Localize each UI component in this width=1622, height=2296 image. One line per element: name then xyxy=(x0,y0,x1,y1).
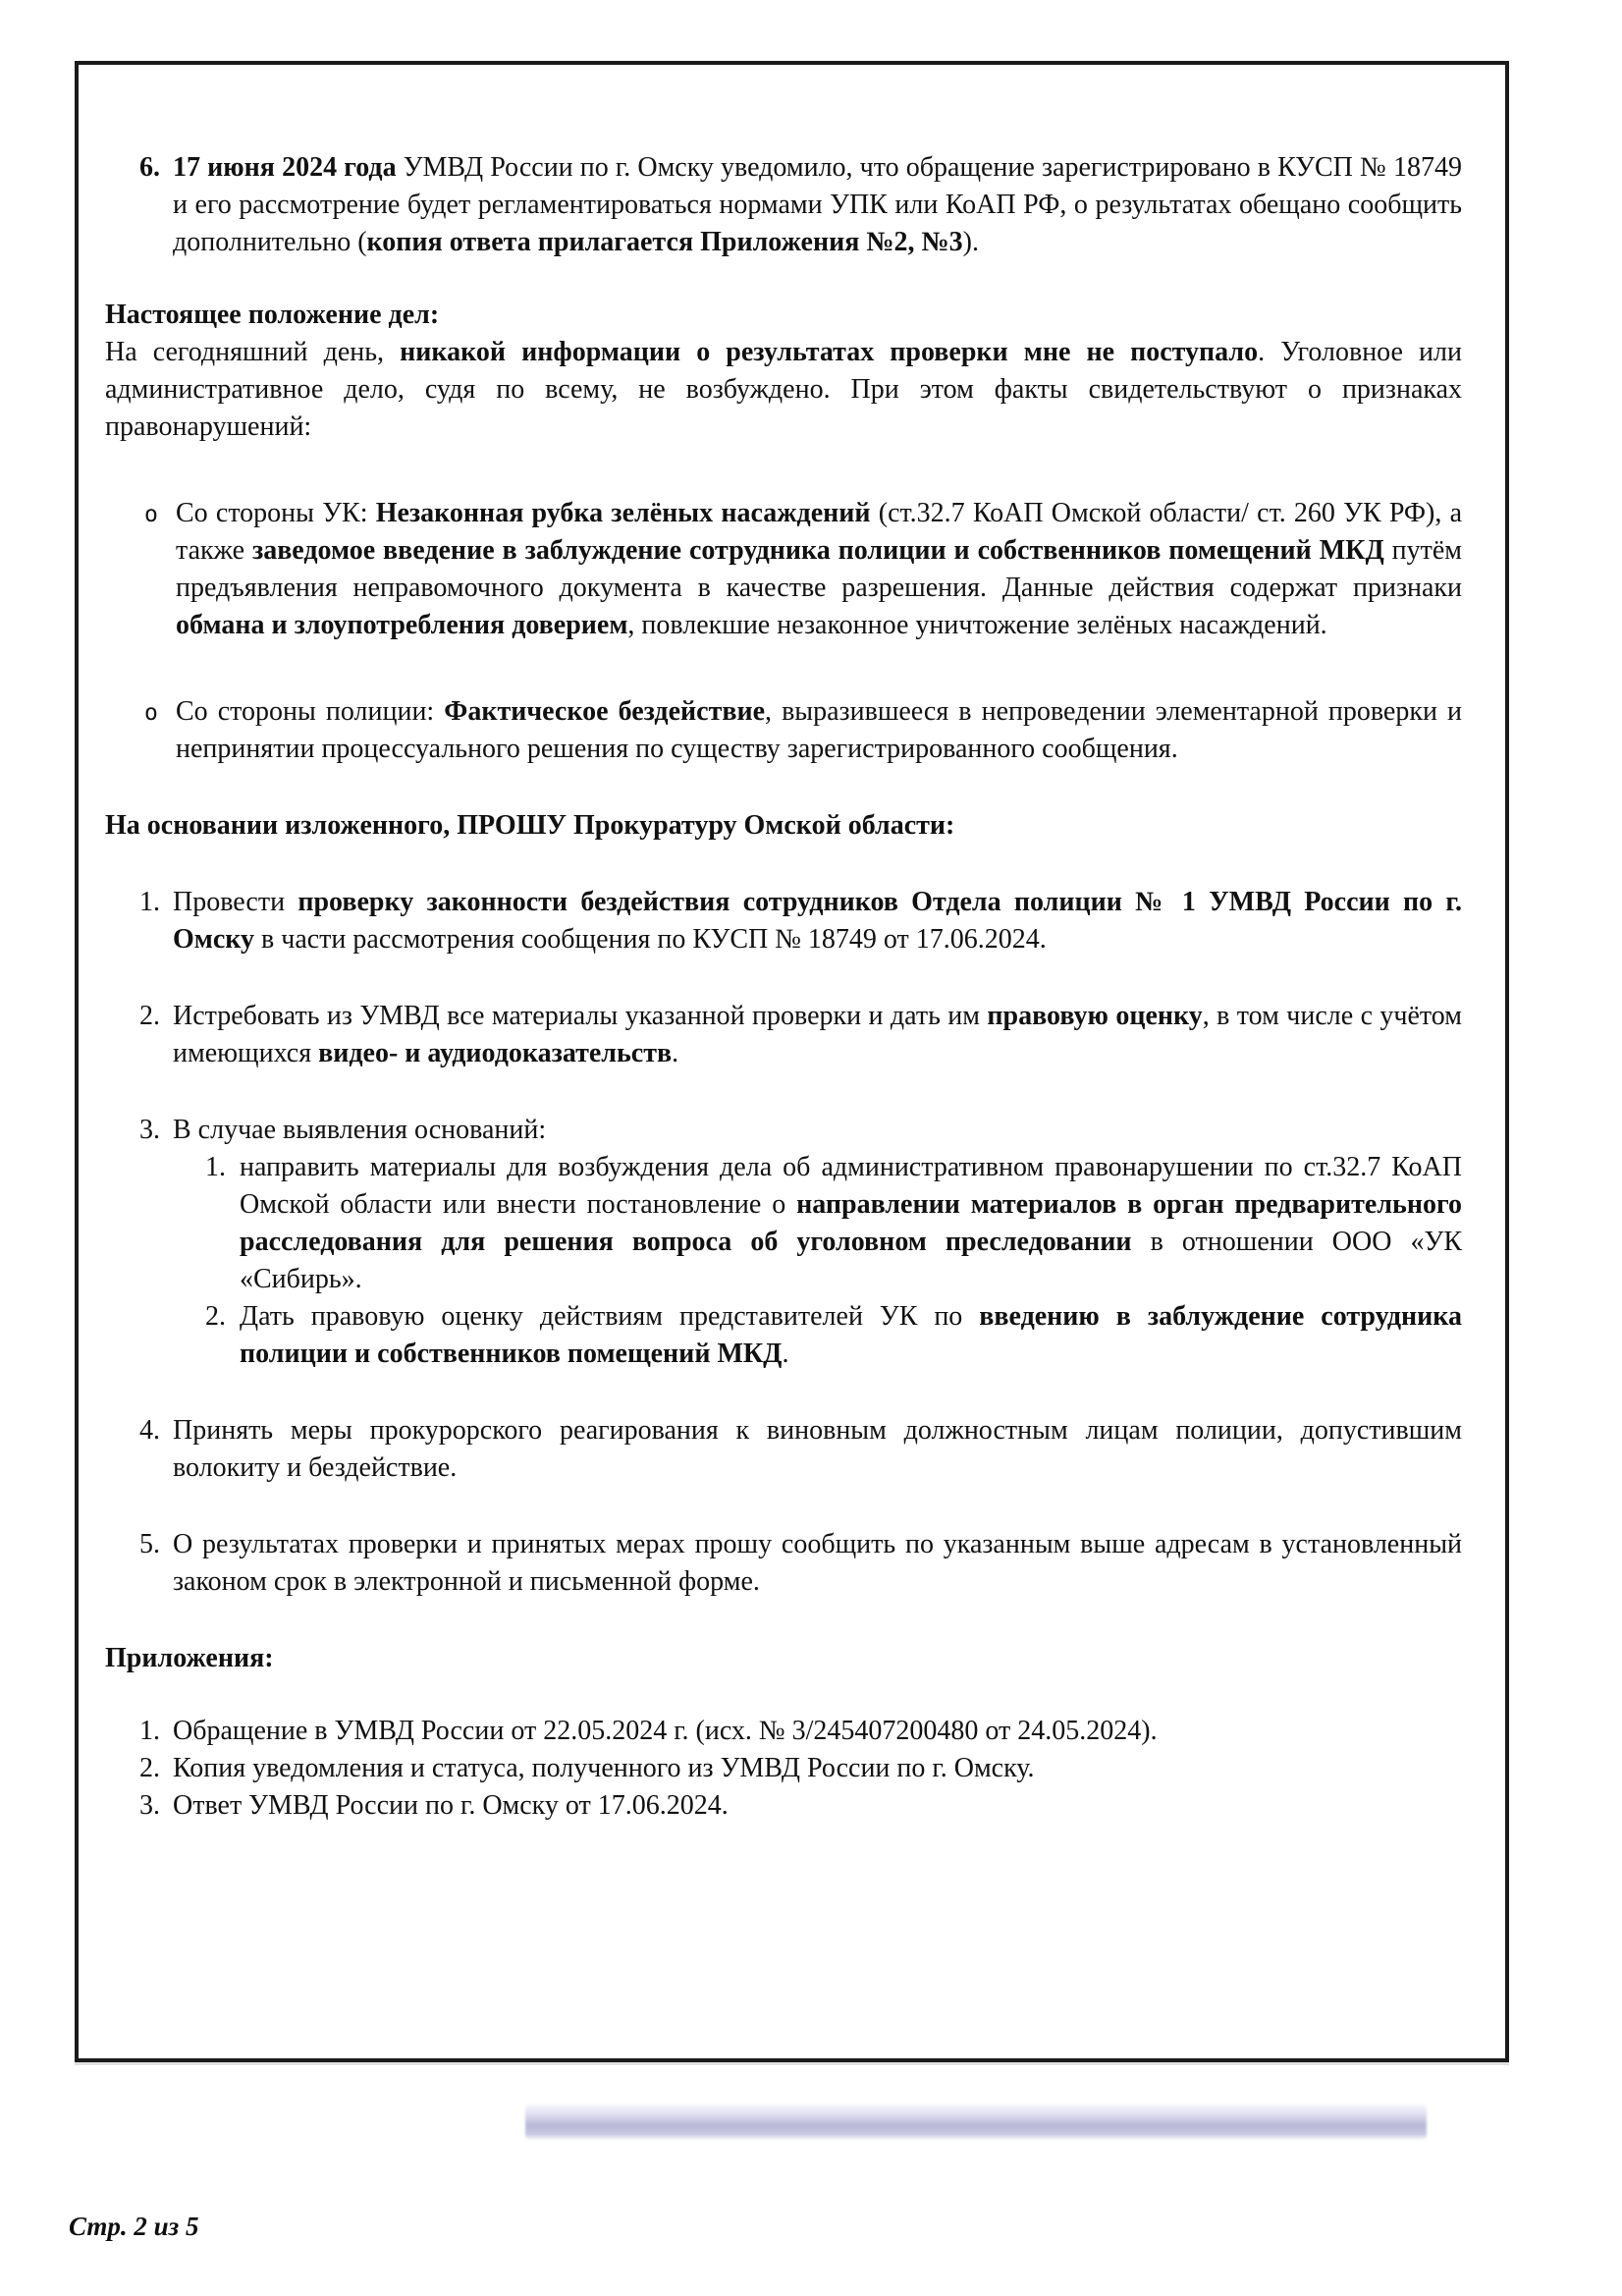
text-segment: Незаконная рубка зелёных насаждений xyxy=(375,498,871,528)
document-content xyxy=(79,65,1505,1825)
page-number-label: Стр. 2 из 5 xyxy=(69,2212,199,2241)
text-segment: В случае выявления оснований: xyxy=(173,1115,547,1145)
list-marker: 1. xyxy=(139,1716,160,1746)
bullet-marker: o xyxy=(144,700,158,726)
section-heading-attachments: Приложения: xyxy=(105,1643,274,1673)
text-segment: копия ответа прилагается Приложения №2, №3 xyxy=(366,227,963,257)
text-segment: О результатах проверки и принятых мерах прошу сообщить по указанным выше адресам в установленный законом срок в электронной и письменной форме. xyxy=(173,1529,1462,1597)
text-segment: (ст.32.7 КоАП Омской области/ ст. 260 УК РФ), а также xyxy=(176,498,1463,566)
request-item-3 xyxy=(105,1112,1462,1149)
bullet-item-uk xyxy=(105,495,1462,644)
document-page xyxy=(75,61,1509,2062)
text-segment: УМВД России по г. Омску уведомило, что обращение зарегистрировано в КУСП № 18749 и его рассмотрение будет регламентироваться нормами УПК или КоАП РФ, о результатах обещано сообщить дополнительно ( xyxy=(173,152,1462,257)
text-segment: . xyxy=(782,1339,789,1369)
text-segment: , выразившееся в непроведении элементарной проверки и непринятии процессуального решения по существу зарегистрированного сообщения. xyxy=(176,696,1463,764)
text-segment: направить материалы для возбуждения дела об административном правонарушении по ст.32.7 КоАП Омской области или внести постановление о xyxy=(240,1152,1462,1220)
request-item-5 xyxy=(105,1526,1462,1601)
list-marker: 2. xyxy=(205,1301,226,1332)
list-marker: 6. xyxy=(139,152,160,183)
text-segment: в отношении ООО «УК «Сибирь». xyxy=(240,1227,1462,1294)
list-marker: 1. xyxy=(205,1152,226,1182)
text-segment: в части рассмотрения сообщения по КУСП № 18749 от 17.06.2024. xyxy=(254,924,1047,955)
attachment-item-2 xyxy=(105,1750,1462,1787)
text-segment: Ответ УМВД России по г. Омску от 17.06.2024. xyxy=(173,1790,729,1821)
text-segment: Со стороны полиции: xyxy=(176,696,445,727)
text-segment: Обращение в УМВД России от 22.05.2024 г. (исх. № 3/245407200480 от 24.05.2024). xyxy=(173,1716,1158,1746)
request-item-3-sub-1 xyxy=(105,1149,1462,1298)
text-segment: заведомое введение в заблуждение сотрудника полиции и собственников помещений МКД xyxy=(251,535,1384,566)
blurred-region xyxy=(525,2105,1427,2140)
text-segment: никакой информации о результатах проверки мне не поступало xyxy=(400,337,1259,367)
attachment-item-1 xyxy=(105,1713,1462,1750)
bullet-marker: o xyxy=(144,502,158,527)
list-marker: 1. xyxy=(139,887,160,917)
text-segment: Со стороны УК: xyxy=(176,498,376,528)
list-marker: 2. xyxy=(139,1753,160,1783)
request-item-1 xyxy=(105,884,1462,958)
text-segment: путём предъявления неправомочного документа в качестве разрешения. Данные действия содержат признаки xyxy=(176,535,1462,603)
text-segment: Провести xyxy=(173,887,298,917)
text-segment: , в том числе с учётом имеющихся xyxy=(173,1001,1462,1068)
list-marker: 3. xyxy=(139,1115,160,1145)
list-marker: 2. xyxy=(139,1001,160,1031)
text-segment: обмана и злоупотребления доверием xyxy=(176,610,628,640)
bullet-item-police xyxy=(105,693,1462,768)
text-segment: 17 июня 2024 года xyxy=(173,152,397,183)
text-segment: ). xyxy=(962,227,979,257)
text-segment: Принять меры прокурорского реагирования к виновным должностным лицам полиции, допустившим волокиту и бездействие. xyxy=(173,1415,1462,1483)
section-heading-status: Настоящее положение дел: xyxy=(105,300,440,330)
text-segment: . xyxy=(672,1038,679,1068)
text-segment: проверку законности бездействия сотрудников Отдела полиции № 1 УМВД России по г. Омску xyxy=(173,887,1462,955)
attachment-item-3 xyxy=(105,1787,1462,1825)
request-item-4 xyxy=(105,1412,1462,1487)
text-segment: . Уголовное или административное дело, судя по всему, не возбуждено. При этом факты свидетельствуют о признаках правонарушений: xyxy=(105,337,1462,442)
list-marker: 4. xyxy=(139,1415,160,1446)
list-item-6 xyxy=(105,149,1462,261)
text-segment: Фактическое бездействие xyxy=(444,696,766,727)
text-segment: введению в заблуждение сотрудника полиции и собственников помещений МКД xyxy=(240,1301,1463,1369)
text-segment: Дать правовую оценку действиям представителей УК по xyxy=(240,1301,980,1332)
text-segment: Копия уведомления и статуса, полученного из УМВД России по г. Омску. xyxy=(173,1753,1035,1783)
request-item-3-sub-2 xyxy=(105,1298,1462,1373)
text-segment: направлении материалов в орган предварительного расследования для решения вопроса об уголовном преследовании xyxy=(240,1189,1462,1257)
list-marker: 5. xyxy=(139,1529,160,1559)
text-segment: Истребовать из УМВД все материалы указанной проверки и дать им xyxy=(173,1001,988,1031)
paragraph-status xyxy=(105,334,1462,446)
text-segment: правовую оценку xyxy=(987,1001,1203,1031)
text-segment: , повлекшие незаконное уничтожение зелёных насаждений. xyxy=(627,610,1327,640)
request-item-2 xyxy=(105,998,1462,1072)
text-segment: видео- и аудиодоказательств xyxy=(318,1038,673,1068)
list-marker: 3. xyxy=(139,1790,160,1821)
section-heading-request: На основании изложенного, ПРОШУ Прокуратуру Омской области: xyxy=(105,810,955,841)
text-segment: На сегодняшний день, xyxy=(105,337,401,367)
